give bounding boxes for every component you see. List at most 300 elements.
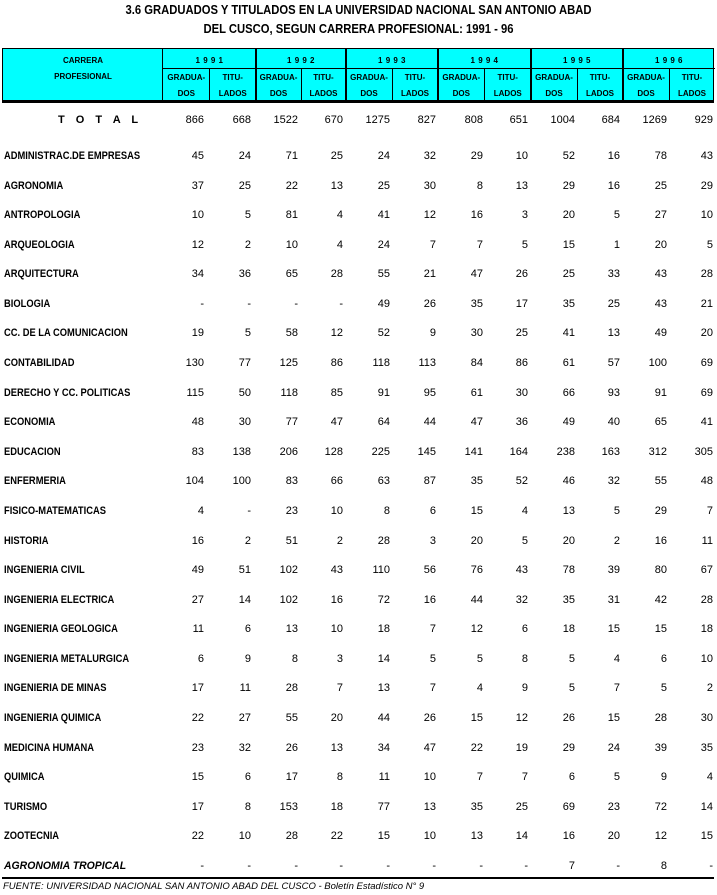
cell-value: 93 <box>607 387 620 399</box>
cell-value: 15 <box>700 830 713 842</box>
cell-value: 7 <box>521 771 528 783</box>
header-year: 1 9 9 6 <box>655 55 683 65</box>
cell-value: 7 <box>429 239 436 251</box>
header-year: 1 9 9 1 <box>195 55 224 65</box>
cell-value: 43 <box>515 564 528 576</box>
cell-value: - <box>294 860 298 872</box>
header-year: 1 9 9 2 <box>287 55 315 65</box>
cell-value: 4 <box>476 682 483 694</box>
row-label: TURISMO <box>4 801 48 813</box>
cell-value: 42 <box>654 594 667 606</box>
cell-value: 141 <box>464 446 483 458</box>
cell-value: 47 <box>330 416 343 428</box>
cell-value: 13 <box>562 505 575 517</box>
cell-value: 25 <box>377 180 390 192</box>
cell-value: 47 <box>470 268 483 280</box>
cell-value: 57 <box>607 357 620 369</box>
header-titulados-line-2: LADOS <box>586 88 614 98</box>
cell-value: 24 <box>377 150 390 162</box>
cell-value: 5 <box>613 209 620 221</box>
cell-value: 69 <box>562 801 575 813</box>
cell-value: 16 <box>607 180 620 192</box>
cell-value: 35 <box>562 298 575 310</box>
cell-value: 58 <box>285 327 298 339</box>
total-value: 668 <box>232 114 251 126</box>
cell-value: 7 <box>613 682 620 694</box>
cell-value: 78 <box>562 564 575 576</box>
cell-value: 2 <box>336 535 343 547</box>
row-label: INGENIERIA ELECTRICA <box>4 594 115 606</box>
cell-value: 34 <box>191 268 204 280</box>
cell-value: 10 <box>700 209 713 221</box>
cell-value: 113 <box>418 357 436 369</box>
cell-value: 12 <box>191 239 204 251</box>
row-label: AGRONOMIA <box>4 180 64 192</box>
cell-value: 19 <box>191 327 204 339</box>
cell-value: 22 <box>191 712 204 724</box>
cell-value: 16 <box>191 535 204 547</box>
cell-value: 66 <box>330 475 343 487</box>
row-label: ZOOTECNIA <box>4 830 60 842</box>
total-value: 1275 <box>365 114 390 126</box>
cell-value: 5 <box>429 653 436 665</box>
cell-value: 5 <box>244 209 251 221</box>
cell-value: 25 <box>562 268 575 280</box>
cell-value: 31 <box>607 594 620 606</box>
cell-value: 49 <box>377 298 390 310</box>
cell-value: 4 <box>706 771 713 783</box>
cell-value: - <box>294 298 298 310</box>
cell-value: 39 <box>654 742 667 754</box>
cell-value: 26 <box>562 712 575 724</box>
cell-value: 84 <box>470 357 483 369</box>
total-value: 808 <box>464 114 483 126</box>
cell-value: 28 <box>700 594 713 606</box>
header-graduados-line-1: GRADUA- <box>167 72 206 82</box>
cell-value: 65 <box>285 268 298 280</box>
cell-value: 100 <box>648 357 667 369</box>
cell-value: 28 <box>330 268 343 280</box>
cell-value: 2 <box>706 682 713 694</box>
cell-value: 27 <box>654 209 667 221</box>
cell-value: 14 <box>238 594 251 606</box>
cell-value: 130 <box>185 357 204 369</box>
cell-value: 80 <box>654 564 667 576</box>
cell-value: 26 <box>285 742 298 754</box>
cell-value: 24 <box>607 742 620 754</box>
cell-value: 2 <box>244 535 251 547</box>
cell-value: 9 <box>244 653 251 665</box>
cell-value: 19 <box>515 742 528 754</box>
cell-value: 27 <box>238 712 251 724</box>
cell-value: 14 <box>700 801 713 813</box>
cell-value: 16 <box>330 594 343 606</box>
cell-value: 10 <box>238 830 251 842</box>
total-value: 670 <box>324 114 343 126</box>
cell-value: 13 <box>470 830 483 842</box>
cell-value: 13 <box>377 682 390 694</box>
table-title-line-2: DEL CUSCO, SEGUN CARRERA PROFESIONAL: 1991 - 96 <box>203 22 514 36</box>
cell-value: 49 <box>562 416 575 428</box>
cell-value: 7 <box>429 682 436 694</box>
cell-value: 66 <box>562 387 575 399</box>
cell-value: 51 <box>238 564 251 576</box>
cell-value: 26 <box>423 712 436 724</box>
cell-value: 115 <box>186 387 204 399</box>
header-titulados-line-1: TITU- <box>313 72 334 82</box>
cell-value: 49 <box>191 564 204 576</box>
cell-value: 72 <box>377 594 390 606</box>
row-label: FISICO-MATEMATICAS <box>4 505 106 517</box>
cell-value: 32 <box>423 150 436 162</box>
cell-value: 6 <box>244 623 251 635</box>
cell-value: 10 <box>191 209 204 221</box>
cell-value: 8 <box>291 653 298 665</box>
total-value: 1004 <box>550 114 575 126</box>
header-graduados-line-1: GRADUA- <box>627 72 665 82</box>
cell-value: 225 <box>371 446 390 458</box>
cell-value: 25 <box>515 801 528 813</box>
header-graduados-line-1: GRADUA- <box>259 72 298 82</box>
cell-value: 12 <box>423 209 436 221</box>
cell-value: 4 <box>336 239 343 251</box>
cell-value: 20 <box>562 209 575 221</box>
cell-value: 20 <box>700 327 713 339</box>
cell-value: 118 <box>280 387 298 399</box>
cell-value: 14 <box>515 830 528 842</box>
cell-value: 52 <box>515 475 528 487</box>
cell-value: 15 <box>377 830 390 842</box>
cell-value: - <box>386 860 390 872</box>
cell-value: 10 <box>423 771 436 783</box>
cell-value: 48 <box>191 416 204 428</box>
row-label: AGRONOMIA TROPICAL <box>4 860 127 872</box>
cell-value: 44 <box>423 416 436 428</box>
header-titulados-line-1: TITU- <box>497 72 518 82</box>
cell-value: - <box>479 860 483 872</box>
header-titulados-line-1: TITU- <box>222 72 243 82</box>
cell-value: 77 <box>377 801 390 813</box>
total-value: 1522 <box>273 114 298 126</box>
cell-value: 4 <box>197 505 204 517</box>
row-label: INGENIERIA METALURGICA <box>4 653 130 665</box>
header-year: 1 9 9 4 <box>470 55 499 65</box>
header-year: 1 9 9 5 <box>563 55 591 65</box>
row-label: ADMINISTRAC.DE EMPRESAS <box>4 150 141 162</box>
cell-value: 4 <box>336 209 343 221</box>
header-graduados-line-1: GRADUA- <box>442 72 481 82</box>
cell-value: 55 <box>654 475 667 487</box>
cell-value: 164 <box>509 446 528 458</box>
cell-value: 34 <box>377 742 390 754</box>
cell-value: 5 <box>476 653 483 665</box>
cell-value: 29 <box>470 150 483 162</box>
header-graduados-line-2: DOS <box>545 88 563 98</box>
cell-value: 24 <box>238 150 251 162</box>
cell-value: 5 <box>613 505 620 517</box>
row-label: EDUCACION <box>4 446 61 458</box>
cell-value: 32 <box>515 594 528 606</box>
row-label: ARQUEOLOGIA <box>4 239 75 251</box>
cell-value: 20 <box>654 239 667 251</box>
cell-value: 83 <box>285 475 298 487</box>
cell-value: 51 <box>285 535 298 547</box>
cell-value: 29 <box>562 742 575 754</box>
cell-value: 206 <box>279 446 298 458</box>
cell-value: - <box>200 298 204 310</box>
cell-value: 10 <box>330 623 343 635</box>
cell-value: 6 <box>429 505 436 517</box>
cell-value: 20 <box>330 712 343 724</box>
cell-value: 25 <box>330 150 343 162</box>
cell-value: 35 <box>470 475 483 487</box>
cell-value: 29 <box>700 180 713 192</box>
cell-value: - <box>616 860 620 872</box>
cell-value: 13 <box>330 742 343 754</box>
cell-value: 23 <box>285 505 298 517</box>
row-label: CONTABILIDAD <box>4 357 75 369</box>
cell-value: 52 <box>562 150 575 162</box>
header-titulados-line-2: LADOS <box>401 88 429 98</box>
header-titulados-line-2: LADOS <box>493 88 522 98</box>
cell-value: 12 <box>654 830 667 842</box>
cell-value: 11 <box>239 682 251 694</box>
cell-value: 43 <box>654 298 667 310</box>
row-label: DERECHO Y CC. POLITICAS <box>4 387 131 399</box>
cell-value: 23 <box>607 801 620 813</box>
cell-value: 25 <box>515 327 528 339</box>
total-label: T O T A L <box>58 114 143 126</box>
cell-value: 35 <box>470 801 483 813</box>
cell-value: 22 <box>285 180 298 192</box>
cell-value: 24 <box>377 239 390 251</box>
header-titulados-line-1: TITU- <box>681 72 703 82</box>
cell-value: 32 <box>607 475 620 487</box>
cell-value: 1 <box>613 239 620 251</box>
cell-value: 15 <box>470 505 483 517</box>
cell-value: 55 <box>285 712 298 724</box>
cell-value: 102 <box>279 564 298 576</box>
cell-value: 6 <box>660 653 667 665</box>
cell-value: 16 <box>654 535 667 547</box>
header-graduados-line-2: DOS <box>452 88 470 98</box>
cell-value: 17 <box>191 682 204 694</box>
cell-value: 33 <box>607 268 620 280</box>
cell-value: 312 <box>648 446 667 458</box>
cell-value: 2 <box>244 239 251 251</box>
cell-value: - <box>432 860 436 872</box>
header-graduados-line-1: GRADUA- <box>535 72 573 82</box>
row-label: ENFERMERIA <box>4 475 66 487</box>
header-graduados-line-2: DOS <box>269 88 288 98</box>
cell-value: 44 <box>470 594 483 606</box>
cell-value: 91 <box>377 387 390 399</box>
cell-value: 12 <box>470 623 483 635</box>
row-label: QUIMICA <box>4 771 45 783</box>
cell-value: 37 <box>191 180 204 192</box>
cell-value: 7 <box>706 505 713 517</box>
cell-value: 305 <box>694 446 713 458</box>
cell-value: 110 <box>372 564 390 576</box>
cell-value: 28 <box>285 830 298 842</box>
row-label: INGENIERIA CIVIL <box>4 564 85 576</box>
cell-value: 21 <box>423 268 436 280</box>
cell-value: 16 <box>470 209 483 221</box>
cell-value: 163 <box>601 446 620 458</box>
header-graduados-line-1: GRADUA- <box>350 72 388 82</box>
total-value: 684 <box>601 114 620 126</box>
header-titulados-line-1: TITU- <box>589 72 611 82</box>
cell-value: 25 <box>238 180 251 192</box>
total-value: 929 <box>694 114 713 126</box>
cell-value: 26 <box>515 268 528 280</box>
cell-value: 35 <box>562 594 575 606</box>
cell-value: - <box>339 298 343 310</box>
cell-value: 23 <box>191 742 204 754</box>
cell-value: 25 <box>607 298 620 310</box>
header-titulados-line-1: TITU- <box>404 72 426 82</box>
cell-value: 48 <box>700 475 713 487</box>
cell-value: 86 <box>330 357 343 369</box>
cell-value: 138 <box>232 446 251 458</box>
header-graduados-line-2: DOS <box>360 88 378 98</box>
cell-value: 8 <box>521 653 528 665</box>
cell-value: 8 <box>660 860 667 872</box>
cell-value: 39 <box>607 564 620 576</box>
table-title-line-1: 3.6 GRADUADOS Y TITULADOS EN LA UNIVERSIDAD NACIONAL SAN ANTONIO ABAD <box>125 3 592 17</box>
cell-value: 10 <box>330 505 343 517</box>
cell-value: 40 <box>607 416 620 428</box>
cell-value: 47 <box>423 742 436 754</box>
cell-value: - <box>709 860 713 872</box>
cell-value: - <box>247 860 251 872</box>
cell-value: 30 <box>423 180 436 192</box>
cell-value: 29 <box>562 180 575 192</box>
cell-value: 25 <box>654 180 667 192</box>
cell-value: 91 <box>654 387 667 399</box>
cell-value: 153 <box>279 801 298 813</box>
cell-value: 11 <box>378 771 390 783</box>
cell-value: 10 <box>285 239 298 251</box>
header-graduados-line-2: DOS <box>177 88 195 98</box>
cell-value: 6 <box>197 653 204 665</box>
cell-value: 22 <box>330 830 343 842</box>
cell-value: 20 <box>607 830 620 842</box>
cell-value: 6 <box>244 771 251 783</box>
cell-value: 22 <box>470 742 483 754</box>
cell-value: 15 <box>654 623 667 635</box>
cell-value: - <box>247 505 251 517</box>
cell-value: 35 <box>700 742 713 754</box>
cell-value: 95 <box>423 387 436 399</box>
cell-value: 16 <box>562 830 575 842</box>
cell-value: 15 <box>607 623 620 635</box>
cell-value: 8 <box>244 801 251 813</box>
cell-value: 8 <box>336 771 343 783</box>
total-value: 827 <box>417 114 436 126</box>
cell-value: 81 <box>285 209 298 221</box>
cell-value: 50 <box>238 387 251 399</box>
row-label: ARQUITECTURA <box>4 268 79 280</box>
cell-value: 47 <box>470 416 483 428</box>
cell-value: - <box>339 860 343 872</box>
cell-value: 35 <box>470 298 483 310</box>
cell-value: 43 <box>654 268 667 280</box>
cell-value: 18 <box>562 623 575 635</box>
cell-value: 12 <box>330 327 343 339</box>
cell-value: 7 <box>336 682 343 694</box>
row-label: INGENIERIA DE MINAS <box>4 682 107 694</box>
cell-value: 15 <box>607 712 620 724</box>
cell-value: 86 <box>515 357 528 369</box>
cell-value: 5 <box>568 682 575 694</box>
cell-value: 5 <box>521 535 528 547</box>
cell-value: 3 <box>429 535 436 547</box>
cell-value: 18 <box>330 801 343 813</box>
cell-value: 5 <box>660 682 667 694</box>
cell-value: 30 <box>515 387 528 399</box>
cell-value: - <box>524 860 528 872</box>
cell-value: 16 <box>607 150 620 162</box>
cell-value: 2 <box>613 535 620 547</box>
row-label: ECONOMIA <box>4 416 56 428</box>
cell-value: 8 <box>476 180 483 192</box>
cell-value: 5 <box>568 653 575 665</box>
cell-value: 52 <box>377 327 390 339</box>
cell-value: 36 <box>515 416 528 428</box>
cell-value: 30 <box>470 327 483 339</box>
cell-value: 15 <box>562 239 575 251</box>
total-value: 1269 <box>642 114 667 126</box>
cell-value: 21 <box>700 298 713 310</box>
cell-value: 77 <box>285 416 298 428</box>
cell-value: 118 <box>372 357 390 369</box>
cell-value: 27 <box>191 594 204 606</box>
row-label: MEDICINA HUMANA <box>4 742 95 754</box>
cell-value: 56 <box>423 564 436 576</box>
cell-value: 5 <box>706 239 713 251</box>
cell-value: 13 <box>515 180 528 192</box>
cell-value: 28 <box>700 268 713 280</box>
cell-value: 28 <box>285 682 298 694</box>
source-footnote: FUENTE: UNIVERSIDAD NACIONAL SAN ANTONIO ABAD DEL CUSCO - Boletín Estadístico N° 9 <box>3 881 425 892</box>
cell-value: 145 <box>417 446 436 458</box>
cell-value: 87 <box>423 475 436 487</box>
table-header <box>2 48 714 103</box>
cell-value: 36 <box>238 268 251 280</box>
cell-value: 9 <box>521 682 528 694</box>
cell-value: - <box>200 860 204 872</box>
cell-value: 11 <box>701 535 713 547</box>
cell-value: 13 <box>423 801 436 813</box>
cell-value: 16 <box>423 594 436 606</box>
header-titulados-line-2: LADOS <box>678 88 706 98</box>
cell-value: - <box>247 298 251 310</box>
total-value: 651 <box>509 114 528 126</box>
cell-value: 3 <box>521 209 528 221</box>
cell-value: 4 <box>613 653 620 665</box>
cell-value: 4 <box>521 505 528 517</box>
cell-value: 17 <box>515 298 528 310</box>
row-label: CC. DE LA COMUNICACION <box>4 327 128 339</box>
cell-value: 20 <box>470 535 483 547</box>
cell-value: 13 <box>330 180 343 192</box>
cell-value: 45 <box>191 150 204 162</box>
cell-value: 7 <box>476 239 483 251</box>
cell-value: 3 <box>336 653 343 665</box>
cell-value: 22 <box>191 830 204 842</box>
cell-value: 69 <box>700 357 713 369</box>
